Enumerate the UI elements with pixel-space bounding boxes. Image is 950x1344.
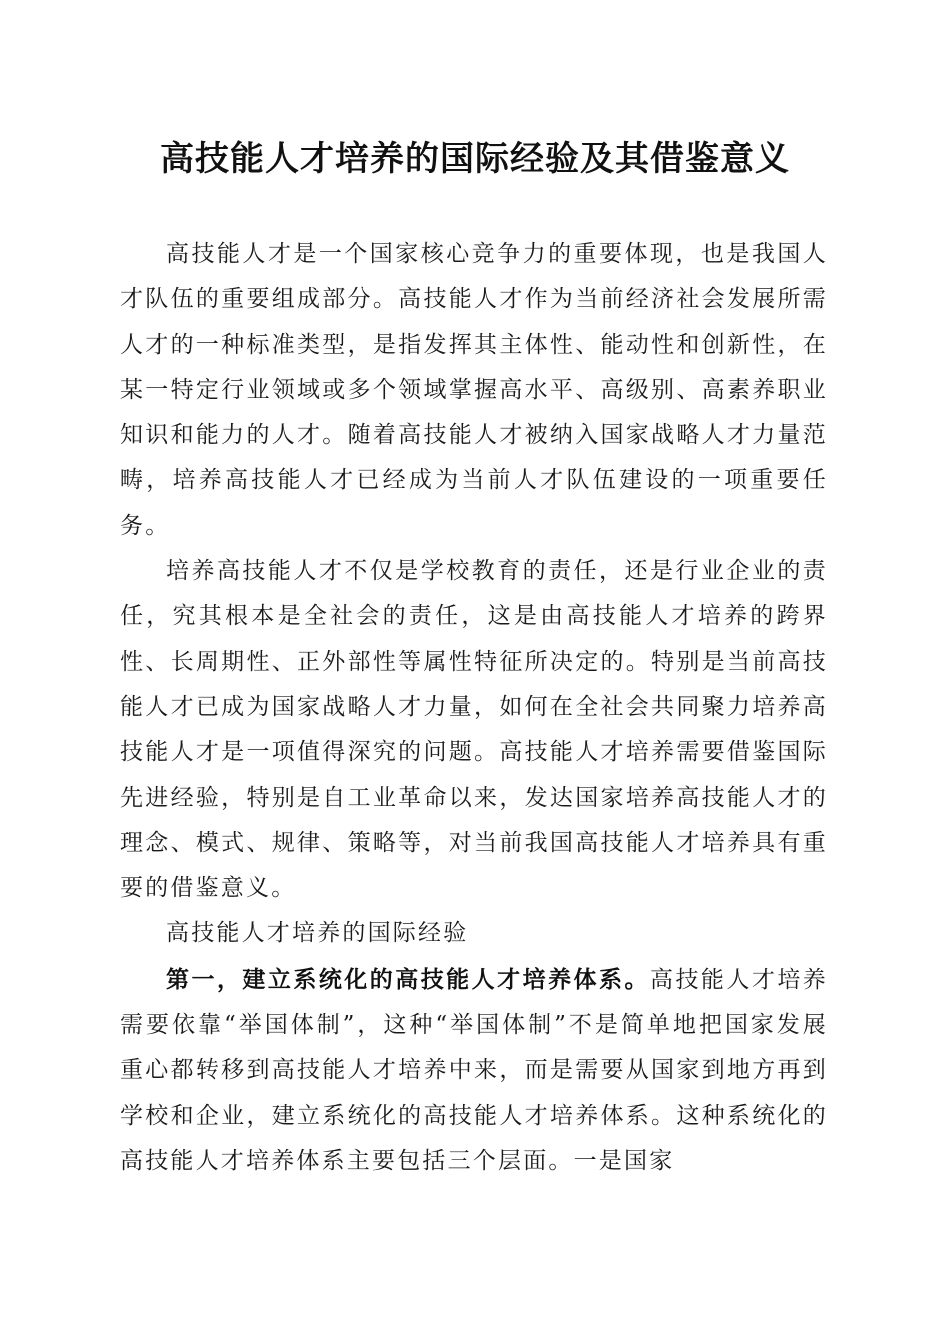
paragraph-point-one [120, 957, 828, 1184]
document-body [120, 232, 828, 1184]
point-one-lead: 第一，建立系统化的高技能人才培养体系。 [166, 965, 650, 993]
paragraph-responsibility: 培养高技能人才不仅是学校教育的责任，还是行业企业的责任，究其根本是全社会的责任，这是由高技能人才培养的跨界性、长周期性、正外部性等属性特征所决定的。特别是当前高技能人才已成为国家战略人才力量，如何在全社会共同聚力培养高技能人才是一项值得深究的问题。高技能人才培养需要借鉴国际先进经验，特别是自工业革命以来，发达国家培养高技能人才的理念、模式、规律、策略等，对当前我国高技能人才培养具有重要的借鉴意义。 [120, 558, 828, 902]
paragraph-intro: 高技能人才是一个国家核心竞争力的重要体现，也是我国人才队伍的重要组成部分。高技能人才作为当前经济社会发展所需人才的一种标准类型，是指发挥其主体性、能动性和创新性，在某一特定行业领域或多个领域掌握高水平、高级别、高素养职业知识和能力的人才。随着高技能人才被纳入国家战略人才力量范畴，培养高技能人才已经成为当前人才队伍建设的一项重要任务。 [120, 241, 828, 539]
point-one-text: 高技能人才培养需要依靠“举国体制”，这种“举国体制”不是简单地把国家发展重心都转移到高技能人才培养中来，而是需要从国家到地方再到学校和企业，建立系统化的高技能人才培养体系。这种系统化的高技能人才培养体系主要包括三个层面。一是国家 [120, 966, 828, 1174]
document-title: 高技能人才培养的国际经验及其借鉴意义 [160, 139, 790, 179]
section-heading: 高技能人才培养的国际经验 [166, 920, 469, 947]
